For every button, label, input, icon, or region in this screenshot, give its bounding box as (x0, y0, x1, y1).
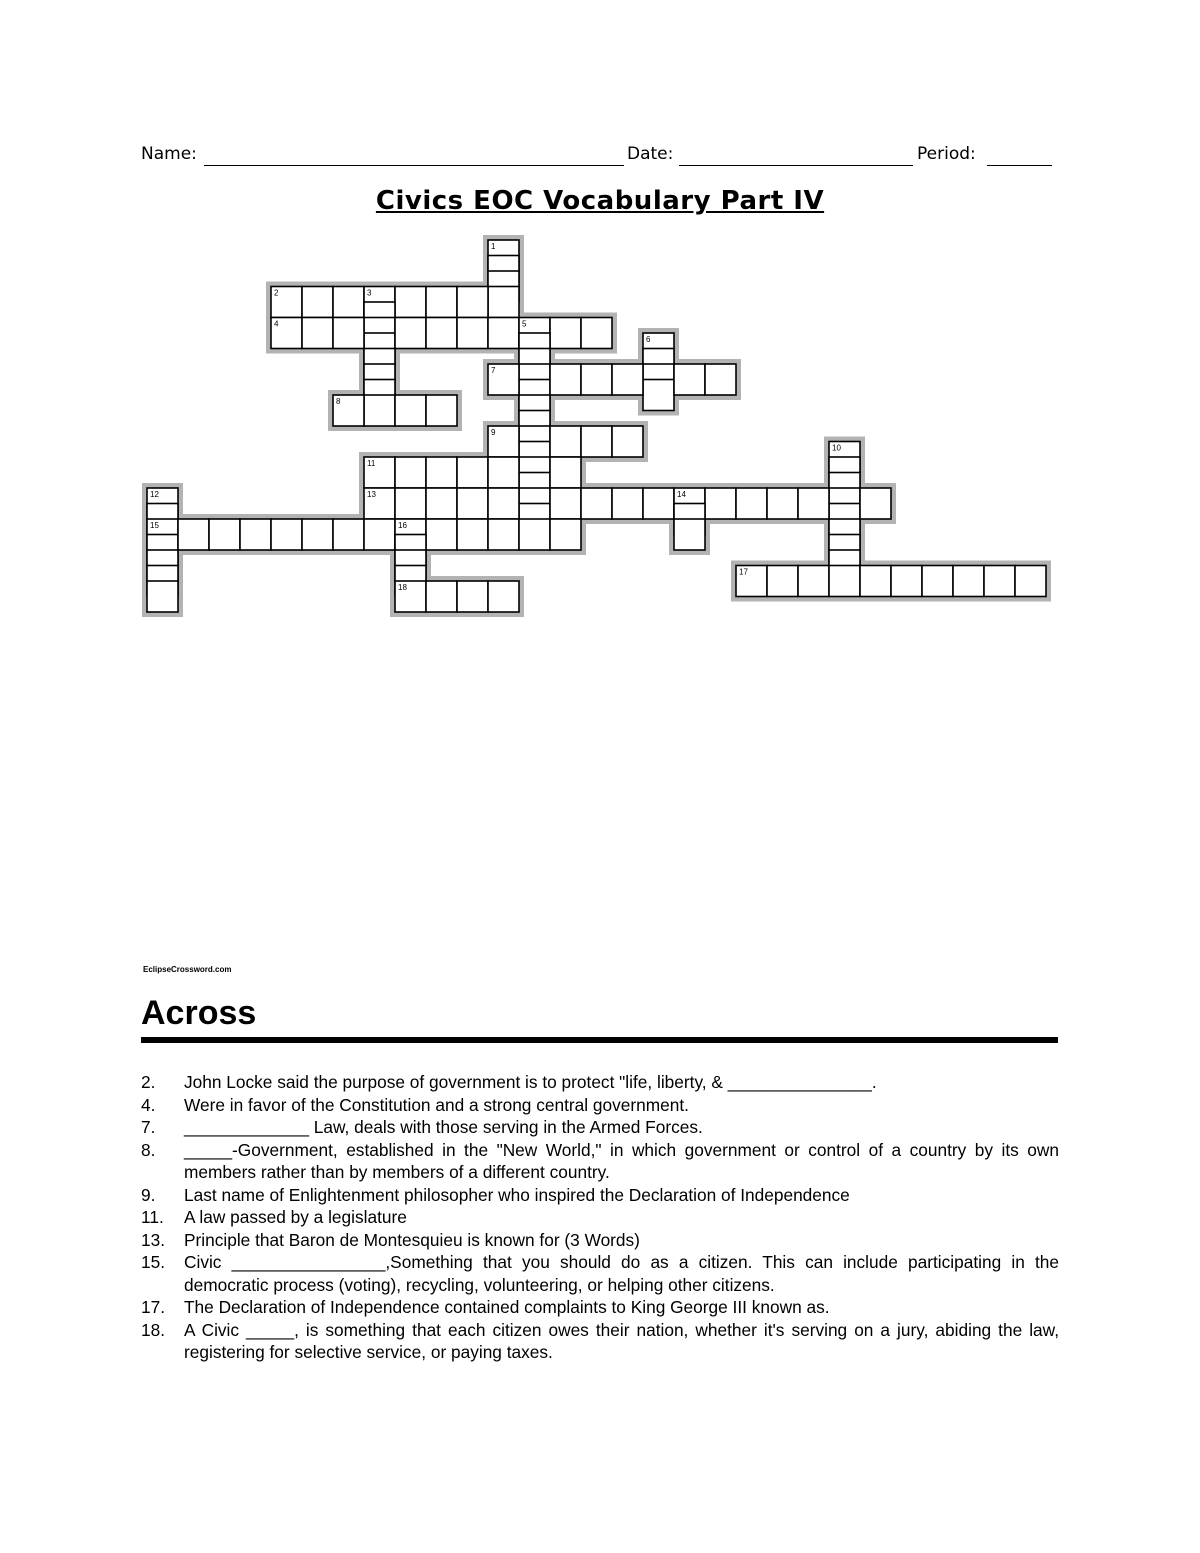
clue-item (141, 1139, 1059, 1184)
crossword-cell[interactable] (519, 519, 550, 550)
crossword-cell[interactable] (426, 457, 457, 488)
across-rule (141, 1037, 1058, 1043)
crossword-cell[interactable] (302, 287, 333, 318)
crossword-cell[interactable] (271, 519, 302, 550)
crossword-cell[interactable] (364, 519, 395, 550)
crossword-cell[interactable] (550, 519, 581, 550)
crossword-cell[interactable] (581, 364, 612, 395)
clue-number-label: 10 (832, 443, 841, 453)
clue-number-label: 8 (336, 397, 341, 406)
clue-number-label: 2 (274, 288, 279, 298)
clue-number-label: 1 (491, 242, 496, 251)
crossword-cell[interactable] (1015, 566, 1046, 597)
crossword-cell[interactable] (302, 318, 333, 349)
crossword-cell[interactable] (364, 395, 395, 426)
period-label: Period: (917, 144, 976, 164)
clue-number-label: 16 (398, 521, 407, 530)
clue-number-label: 5 (522, 319, 527, 329)
crossword-cell[interactable] (333, 287, 364, 318)
clue-number: 9. (141, 1184, 156, 1205)
clue-number-label: 17 (739, 567, 748, 577)
clue-text: A Civic _____, is something that each citizen owes their nation, whether it's serving on a jury, abiding the law, registering for selective service, or paying taxes. (184, 1319, 1059, 1362)
eclipse-crossword-credit: EclipseCrossword.com (143, 965, 232, 974)
crossword-cell[interactable] (798, 566, 829, 597)
crossword-cell[interactable] (488, 488, 519, 519)
clue-item (141, 1229, 1059, 1252)
clue-text: Were in favor of the Constitution and a strong central government. (184, 1094, 689, 1115)
crossword-cell[interactable] (674, 519, 705, 550)
crossword-cell[interactable] (457, 488, 488, 519)
clue-item (141, 1296, 1059, 1319)
crossword-cell[interactable] (953, 566, 984, 597)
clue-item (141, 1116, 1059, 1139)
crossword-cell[interactable] (581, 488, 612, 519)
crossword-cell[interactable] (333, 318, 364, 349)
crossword-cell[interactable] (612, 488, 643, 519)
crossword-cell[interactable] (457, 457, 488, 488)
crossword-cell[interactable] (891, 566, 922, 597)
crossword-cell[interactable] (922, 566, 953, 597)
crossword-cell[interactable] (860, 566, 891, 597)
crossword-cell[interactable] (550, 364, 581, 395)
clue-text: Principle that Baron de Montesquieu is known for (3 Words) (184, 1229, 640, 1250)
clue-number-label: 14 (677, 490, 686, 499)
crossword-cell[interactable] (705, 488, 736, 519)
crossword-cell[interactable] (302, 519, 333, 550)
clue-item (141, 1319, 1059, 1364)
clue-number-label: 18 (398, 583, 407, 592)
clue-number: 11. (141, 1207, 164, 1227)
clue-number-label: 7 (491, 366, 496, 375)
clue-number: 8. (141, 1139, 156, 1160)
clue-number: 2. (141, 1072, 156, 1092)
clue-text: Last name of Enlightenment philosopher who inspired the Declaration of Independence (184, 1184, 850, 1205)
crossword-cell[interactable] (581, 318, 612, 349)
worksheet-title: Civics EOC Vocabulary Part IV (375, 186, 825, 216)
crossword-cell[interactable] (488, 519, 519, 550)
crossword-cell[interactable] (426, 318, 457, 349)
crossword-cell[interactable] (395, 318, 426, 349)
crossword-cell[interactable] (767, 488, 798, 519)
crossword-cell[interactable] (829, 566, 860, 597)
crossword-cell[interactable] (426, 395, 457, 426)
clue-number: 4. (141, 1094, 156, 1115)
crossword-cell[interactable] (488, 287, 519, 318)
clue-number-label: 6 (646, 335, 651, 344)
crossword-cell[interactable] (147, 581, 178, 612)
crossword-cell[interactable] (457, 287, 488, 318)
crossword-cell[interactable] (612, 426, 643, 457)
crossword-cell[interactable] (984, 566, 1015, 597)
crossword-cell[interactable] (395, 457, 426, 488)
name-label: Name: (141, 144, 197, 164)
across-heading: Across (141, 994, 257, 1032)
crossword-cell[interactable] (395, 488, 426, 519)
crossword-cell[interactable] (581, 426, 612, 457)
clue-item (141, 1094, 1059, 1117)
crossword-cell[interactable] (488, 581, 519, 612)
clue-text: _____-Government, established in the "New World," in which government or control of a country by its own members rather than by members of a different country. (184, 1139, 1059, 1182)
crossword-cell[interactable] (643, 380, 674, 411)
clue-number-label: 3 (367, 288, 372, 298)
crossword-cell[interactable] (426, 287, 457, 318)
crossword-cell[interactable] (457, 581, 488, 612)
clue-number: 18. (141, 1319, 166, 1340)
crossword-cell[interactable] (395, 287, 426, 318)
clue-number-label: 11 (367, 459, 376, 468)
crossword-cell[interactable] (488, 318, 519, 349)
clue-item (141, 1071, 1059, 1094)
crossword-cell[interactable] (612, 364, 643, 395)
clue-text: John Locke said the purpose of government is to protect "life, liberty, & _______________. (184, 1072, 877, 1092)
clue-text: A law passed by a legislature (184, 1207, 407, 1227)
crossword-cell[interactable] (426, 519, 457, 550)
crossword-cell[interactable] (550, 457, 581, 488)
crossword-cell[interactable] (426, 581, 457, 612)
clue-text: The Declaration of Independence contained complaints to King George III known as. (184, 1297, 830, 1317)
crossword-cell[interactable] (798, 488, 829, 519)
crossword-cell[interactable] (705, 364, 736, 395)
crossword-cell[interactable] (736, 488, 767, 519)
crossword-cell[interactable] (209, 519, 240, 550)
crossword-cell[interactable] (767, 566, 798, 597)
crossword-cell[interactable] (550, 426, 581, 457)
clue-number-label: 13 (367, 490, 376, 499)
crossword-cell[interactable] (550, 488, 581, 519)
date-label: Date: (627, 144, 674, 164)
clue-number: 17. (141, 1297, 166, 1317)
crossword-cell[interactable] (457, 519, 488, 550)
crossword-cell[interactable] (240, 519, 271, 550)
clue-item (141, 1206, 1059, 1229)
crossword-cell[interactable] (395, 395, 426, 426)
clue-number: 7. (141, 1117, 156, 1137)
crossword-cell[interactable] (457, 318, 488, 349)
crossword-cell[interactable] (860, 488, 891, 519)
across-clue-list (141, 1071, 1059, 1364)
crossword-cell[interactable] (550, 318, 581, 349)
clue-number-label: 9 (491, 428, 496, 437)
crossword-cell[interactable] (426, 488, 457, 519)
clue-item (141, 1184, 1059, 1207)
crossword-cell[interactable] (674, 364, 705, 395)
clue-text: _____________ Law, deals with those serving in the Armed Forces. (184, 1117, 703, 1137)
crossword-cell[interactable] (178, 519, 209, 550)
clue-number-label: 12 (150, 490, 159, 499)
crossword-cell[interactable] (488, 457, 519, 488)
crossword-cell[interactable] (333, 519, 364, 550)
clue-text: Civic ________________,Something that you should do as a citizen. This can include participating in the democratic process (voting), recycling, volunteering, or helping other citizens. (184, 1252, 1059, 1295)
clue-item (141, 1251, 1059, 1296)
crossword-cell[interactable] (643, 488, 674, 519)
clue-number-label: 4 (274, 319, 279, 329)
clue-number-label: 15 (150, 521, 159, 530)
clue-number: 15. (141, 1252, 166, 1272)
clue-number: 13. (141, 1229, 166, 1250)
